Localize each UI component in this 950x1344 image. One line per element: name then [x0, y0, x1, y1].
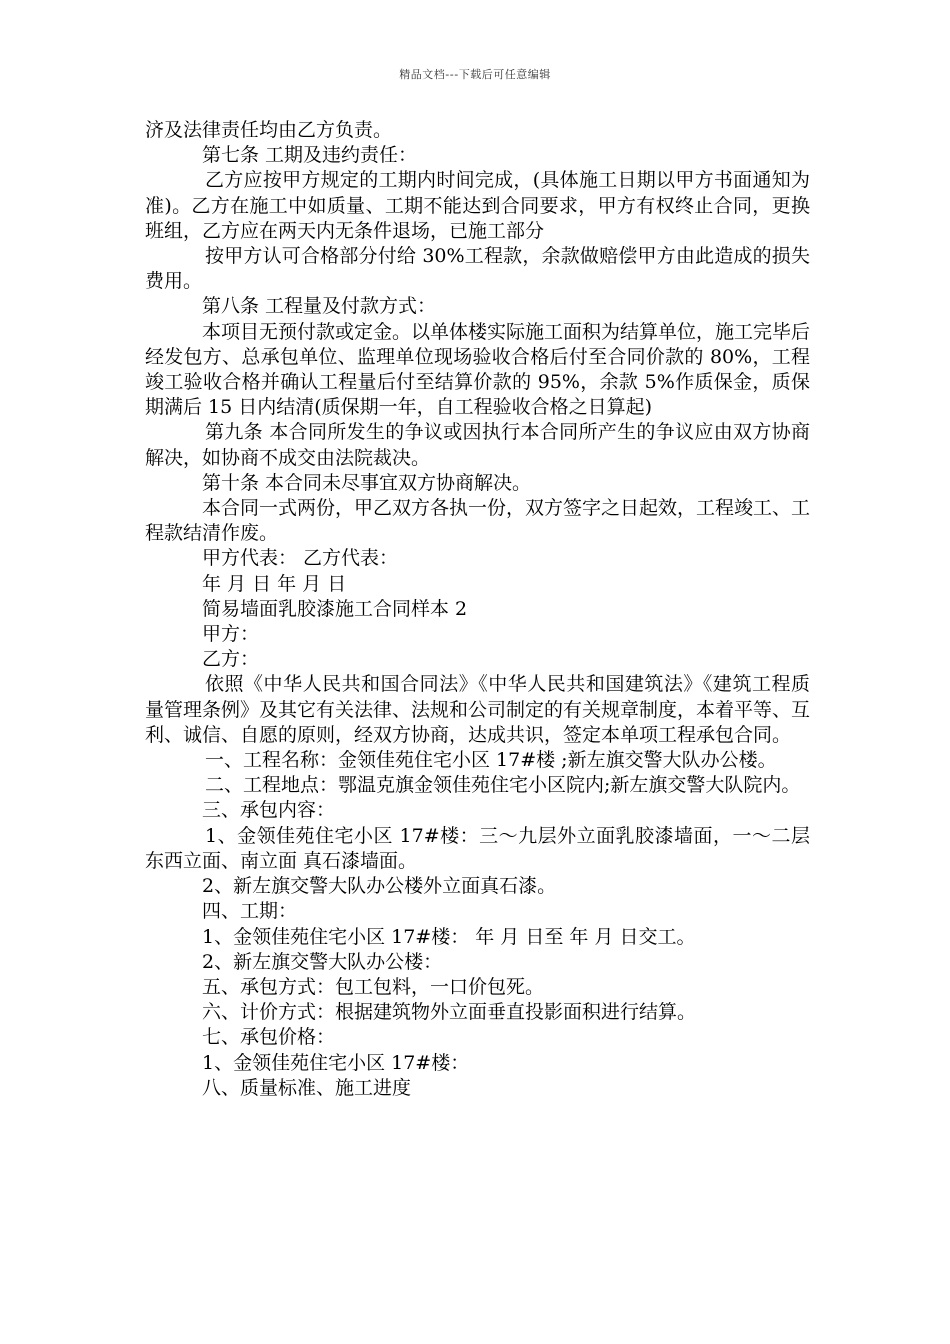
article-heading: 第八条 工程量及付款方式：	[202, 295, 437, 318]
paragraph: 按甲方认可合格部分付给 30%工程款，余款做赔偿甲方由此造成的损失费用。	[145, 245, 810, 293]
paragraph: 三、承包内容：	[202, 799, 336, 822]
date-line: 年 月 日 年 月 日	[202, 572, 347, 595]
document-body	[145, 118, 810, 1101]
paragraph: 2、新左旗交警大队办公楼：	[202, 950, 443, 973]
paragraph: 依照《中华人民共和国合同法》《中华人民共和国建筑法》《建筑工程质量管理条例》及其它有关法律、法规和公司制定的有关规章制度，本着平等、互利、诚信、自愿的原则，经双方协商，达成共识，签定本单项工程承包合同。	[145, 673, 811, 746]
party-b-line: 乙方：	[202, 648, 260, 671]
paragraph: 1、金领佳苑住宅小区 17#楼：三～九层外立面乳胶漆墙面，一～二层东西立面、南立面 真石漆墙面。	[145, 824, 810, 872]
paragraph: 第十条 本合同未尽事宜双方协商解决。	[202, 471, 532, 494]
page-header: 精品文档---下载后可任意编辑	[399, 68, 551, 81]
paragraph: 济及法律责任均由乙方负责。	[145, 119, 393, 141]
paragraph: 八、质量标准、施工进度	[202, 1076, 412, 1099]
paragraph: 二、工程地点：鄂温克旗金领佳苑住宅小区院内;新左旗交警大队院内。	[205, 774, 801, 797]
section-title: 简易墙面乳胶漆施工合同样本 2	[202, 597, 468, 620]
paragraph: 一、工程名称：金领佳苑住宅小区 17#楼 ;新左旗交警大队办公楼。	[205, 749, 777, 772]
paragraph: 四、工期：	[202, 900, 298, 923]
paragraph: 2、新左旗交警大队办公楼外立面真石漆。	[202, 875, 557, 898]
paragraph: 五、承包方式：包工包料，一口价包死。	[202, 975, 545, 998]
paragraph: 乙方应按甲方规定的工期内时间完成，(具体施工日期以甲方书面通知为准)。乙方在施工中如质量、工期不能达到合同要求，甲方有权终止合同，更换班组，乙方应在两天内无条件退场，已施工部分	[145, 169, 810, 242]
paragraph: 六、计价方式：根据建筑物外立面垂直投影面积进行结算。	[202, 1001, 697, 1024]
paragraph: 本项目无预付款或定金。以单体楼实际施工面积为结算单位，施工完毕后经发包方、总承包单位、监理单位现场验收合格后付至合同价款的 80%，工程竣工验收合格并确认工程量后付至结算价款的 95%，余款 5%作质保金，质保期满后 15 日内结清(质保期一年，自工程验收合格之日算起)	[145, 320, 811, 419]
paragraph: 1、金领佳苑住宅小区 17#楼： 年 月 日至 年 月 日交工。	[202, 925, 696, 948]
party-a-line: 甲方：	[202, 623, 260, 646]
signature-line: 甲方代表： 乙方代表：	[202, 547, 399, 570]
paragraph: 本合同一式两份，甲乙双方各执一份，双方签字之日起效，工程竣工、工程款结清作废。	[145, 497, 811, 545]
paragraph: 七、承包价格：	[202, 1026, 336, 1049]
paragraph: 第九条 本合同所发生的争议或因执行本合同所产生的争议应由双方协商解决，如协商不成交由法院裁决。	[145, 421, 810, 469]
paragraph: 1、金领佳苑住宅小区 17#楼：	[202, 1051, 470, 1074]
article-heading: 第七条 工期及违约责任：	[202, 144, 418, 167]
